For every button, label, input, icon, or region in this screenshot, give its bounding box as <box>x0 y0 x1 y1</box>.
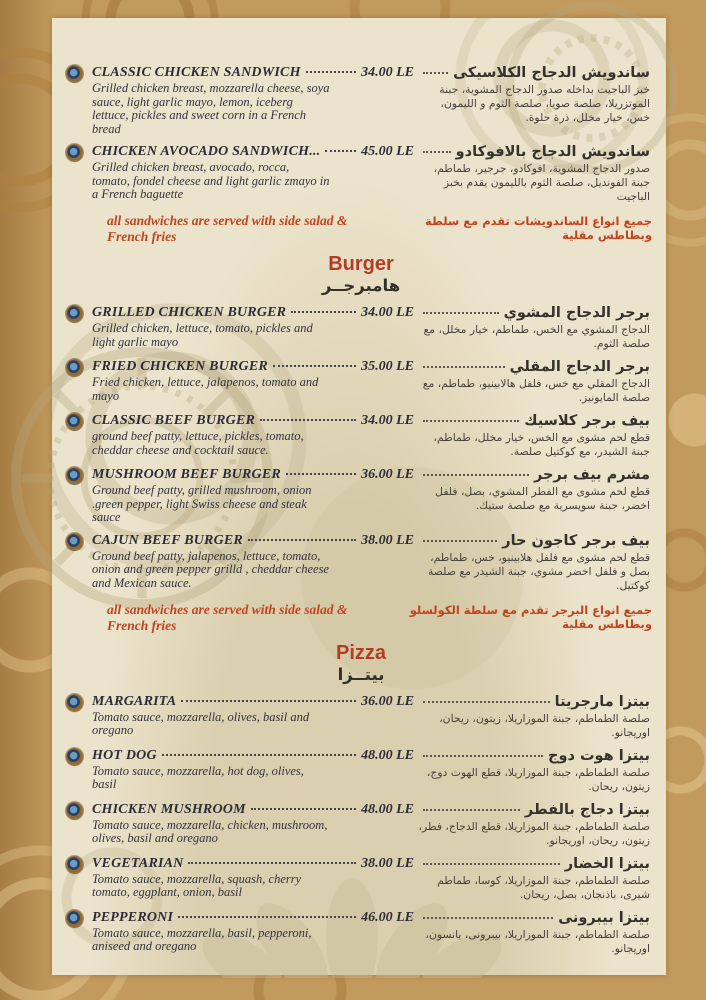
menu-item-arabic <box>418 412 656 459</box>
item-price: 34.00 LE <box>361 305 414 320</box>
item-description-en: Ground beef patty, grilled mushroom, onion .green pepper, light Swiss cheese and steak sauce <box>92 483 312 524</box>
menu-content <box>52 18 666 975</box>
menu-item-english <box>66 747 418 792</box>
menu-item <box>66 909 656 956</box>
item-description-en: Tomato sauce, mozzarella, chicken, mushroom, olives, basil and oregano <box>92 817 328 845</box>
menu-item-arabic <box>418 64 656 125</box>
menu-item-english <box>66 64 418 136</box>
dotted-leader <box>306 71 356 73</box>
menu-item <box>66 64 656 136</box>
medallion-bullet-icon <box>66 65 83 82</box>
item-name-en: CHICKEN AVOCADO SANDWICH... <box>92 144 321 159</box>
menu-item <box>66 358 656 405</box>
dotted-leader <box>423 917 553 919</box>
item-description-ar: صلصة الطماطم، جبنة الموزاريلا، قطع الدجاج، فطر، زيتون، ريحان، اوريجانو. <box>418 819 650 847</box>
pizza-header-en: Pizza <box>335 641 387 664</box>
dotted-leader <box>423 151 451 153</box>
dotted-leader <box>273 365 356 367</box>
item-description-en: ground beef patty, lettuce, pickles, tomato, cheddar cheese and cocktail sauce. <box>92 429 304 457</box>
menu-item <box>66 855 656 902</box>
sandwich-note-row <box>66 211 656 245</box>
medallion-bullet-icon <box>66 802 83 819</box>
section-burger <box>66 253 656 634</box>
section-pizza <box>66 642 656 956</box>
menu-item <box>66 801 656 848</box>
menu-item-english <box>66 855 418 900</box>
menu-item-english <box>66 532 418 591</box>
item-name-en: MUSHROOM BEEF BURGER <box>92 467 281 482</box>
dotted-leader <box>188 862 356 864</box>
item-description-ar: الدجاج المقلي مع خس، فلفل هالابينيو، طماطم، مع صلصة المايونيز. <box>422 377 650 404</box>
burger-note-ar: جميع انواع البرجر تقدم مع سلطة الكولسلو وبطاطس مقلية <box>409 602 652 631</box>
item-price: 45.00 LE <box>361 144 414 159</box>
burger-note-en: all sandwiches are served with side salad & French fries <box>107 601 348 633</box>
item-description-en: Tomato sauce, mozzarella, olives, basil and oregano <box>92 709 310 737</box>
dotted-leader <box>423 474 529 476</box>
item-name-ar: ساندويش الدجاج الكلاسيكى <box>453 65 650 81</box>
menu-item-english <box>66 466 418 525</box>
pizza-items <box>66 693 656 956</box>
sandwich-note-en: all sandwiches are served with side salad & French fries <box>107 213 348 244</box>
menu-item-english <box>66 304 418 349</box>
item-name-en: MARGARITA <box>92 693 177 709</box>
item-description-ar: صلصة الطماطم، جبنة الموزاريلا، كوسا، طماطم شيرى، باذنجان، بصل، ريحان. <box>437 873 650 901</box>
menu-item <box>66 747 656 794</box>
menu-item-english <box>66 143 418 202</box>
dotted-leader <box>181 700 356 702</box>
item-price: 38.00 LE <box>361 532 414 548</box>
item-price: 36.00 LE <box>361 693 414 709</box>
burger-note-row <box>66 600 656 634</box>
dotted-leader <box>423 755 543 757</box>
burger-section-header <box>66 253 656 296</box>
menu-item-arabic <box>418 855 656 902</box>
dotted-leader <box>260 419 356 421</box>
item-name-ar: بيتزا هوت دوج <box>548 747 650 764</box>
item-description-ar: الدجاج المشوي مع الخس، طماطم، خيار مخلل، مع صلصة الثوم. <box>423 323 650 350</box>
menu-item-arabic <box>418 801 656 848</box>
item-description-en: Fried chicken, lettuce, jalapenos, tomato and mayo <box>92 375 319 403</box>
item-name-ar: بيتزا مارجريتا <box>554 693 650 710</box>
item-description-ar: صلصة الطماطم، جبنة الموزاريلا، قطع الهوت دوج، زيتون، ريحان. <box>426 765 650 793</box>
item-description-en: Ground beef patty, jalapenos, lettuce, tomato, onion and green pepper grilld , cheddar cheese and Mexican sauce. <box>92 548 329 590</box>
menu-item-english <box>66 801 418 846</box>
menu-item <box>66 693 656 740</box>
medallion-bullet-icon <box>66 144 83 161</box>
menu-item-english <box>66 909 418 954</box>
dotted-leader <box>423 540 497 542</box>
item-description-ar: قطع لحم مشوى مع فلفل هلابينيو، خس، طماطم، بصل و فلفل اخضر مشوي، جبنة الشيدر مع صلصة كوكتيل. <box>428 550 650 592</box>
medallion-bullet-icon <box>66 359 83 376</box>
medallion-bullet-icon <box>66 305 83 322</box>
menu-item-english <box>66 412 418 457</box>
section-sandwiches <box>66 64 656 245</box>
item-name-ar: بيف برجر كلاسيك <box>524 413 650 429</box>
dotted-leader <box>423 366 505 368</box>
item-description-en: Grilled chicken breast, avocado, rocca, tomato, fondel cheese and light garlic zmayo in a French baguette <box>92 160 330 201</box>
item-description-en: Grilled chicken breast, mozzarella cheese, soya sauce, light garlic mayo, lemon, iceberg lettuce, pickles and sweet corn in a French bread <box>92 81 330 136</box>
item-name-ar: بيتزا بيبرونى <box>558 909 650 926</box>
item-name-ar: ساندويش الدجاج بالافوكادو <box>455 144 650 160</box>
item-name-en: VEGETARIAN <box>92 855 184 871</box>
menu-item-english <box>66 358 418 403</box>
dotted-leader <box>248 539 356 541</box>
item-name-ar: بيتزا دجاج بالفطر <box>524 801 650 818</box>
item-description-ar: صلصة الطماطم، جبنة الموزاريلا، بيبرونى، يانسون، اوريجانو. <box>425 927 650 955</box>
item-name-en: GRILLED CHICKEN BURGER <box>92 305 287 320</box>
dotted-leader <box>423 420 519 422</box>
menu-item-arabic <box>418 532 656 593</box>
menu-item-arabic <box>418 358 656 405</box>
menu-page <box>52 18 666 975</box>
item-name-en: CAJUN BEEF BURGER <box>92 532 243 548</box>
medallion-bullet-icon <box>66 748 83 765</box>
burger-header-ar: هامبرجــر <box>321 276 401 295</box>
menu-item-english <box>66 693 418 738</box>
item-price: 35.00 LE <box>361 359 414 374</box>
item-description-ar: صلصة الطماطم، جبنة الموزاريلا، زيتون، ريحان، اوريجانو. <box>439 711 650 739</box>
dotted-leader <box>423 809 520 811</box>
item-name-en: HOT DOG <box>92 747 157 763</box>
pizza-section-header <box>66 642 656 685</box>
dotted-leader <box>325 150 356 152</box>
menu-item-arabic <box>418 143 656 204</box>
dotted-leader <box>423 72 448 74</box>
item-name-en: CLASSIC BEEF BURGER <box>92 413 256 428</box>
item-name-en: PEPPERONI <box>92 909 174 925</box>
burger-items <box>66 304 656 593</box>
menu-item-arabic <box>418 466 656 513</box>
item-price: 48.00 LE <box>361 801 414 817</box>
medallion-bullet-icon <box>66 413 83 430</box>
item-price: 46.00 LE <box>361 909 414 925</box>
sandwich-items <box>66 64 656 204</box>
medallion-bullet-icon <box>66 856 83 873</box>
dotted-leader <box>178 916 356 918</box>
menu-item <box>66 304 656 351</box>
item-name-en: FRIED CHICKEN BURGER <box>92 359 268 374</box>
menu-item <box>66 466 656 525</box>
item-price: 48.00 LE <box>361 747 414 763</box>
item-description-en: Tomato sauce, mozzarella, basil, pepperoni, aniseed and oregano <box>92 925 312 953</box>
item-description-en: Grilled chicken, lettuce, tomato, pickles and light garlic mayo <box>92 321 313 349</box>
menu-item <box>66 532 656 593</box>
menu-item-arabic <box>418 747 656 794</box>
item-name-ar: بيف برجر كاجون حار <box>502 532 650 549</box>
medallion-bullet-icon <box>66 694 83 711</box>
burger-header-en: Burger <box>328 253 394 275</box>
item-description-ar: خبز الباجيت بداخله صدور الدجاج المشوية، جبنة الموتزريلا، صلصة صويا، صلصة الثوم و الليمون، خس، خيار مخلل، ذرة حلوة. <box>439 83 650 124</box>
item-price: 34.00 LE <box>361 65 414 80</box>
sandwich-note-ar: جميع انواع الساندويشات تقدم مع سلطة وبطاطس مقلية <box>425 214 652 242</box>
menu-item <box>66 143 656 204</box>
item-description-en: Tomato sauce, mozzarella, squash, cherry tomato, eggplant, onion, basil <box>92 871 302 899</box>
item-description-ar: قطع لحم مشوى مع الفطر المشوي، بصل، فلفل اخضر، جبنة سويسرية مع صلصة ستيك. <box>435 485 650 512</box>
pizza-header-ar: بيتــزا <box>337 664 385 684</box>
menu-item <box>66 412 656 459</box>
item-name-en: CLASSIC CHICKEN SANDWICH <box>92 65 301 80</box>
item-price: 38.00 LE <box>361 855 414 871</box>
dotted-leader <box>162 754 356 756</box>
menu-item-arabic <box>418 693 656 740</box>
menu-item-arabic <box>418 304 656 351</box>
medallion-bullet-icon <box>66 910 83 927</box>
item-name-ar: بيتزا الخضار <box>564 855 650 872</box>
item-name-en: CHICKEN MUSHROOM <box>92 801 246 817</box>
dotted-leader <box>251 808 356 810</box>
item-price: 34.00 LE <box>361 413 414 428</box>
item-name-ar: مشرم بيف برجر <box>533 467 650 483</box>
item-description-ar: قطع لحم مشوى مع الخس، خيار مخلل، طماطم، جبنة الشيدر، مع كوكتيل صلصة. <box>433 431 650 458</box>
item-description-en: Tomato sauce, mozzarella, hot dog, olives, basil <box>92 763 304 791</box>
dotted-leader <box>423 312 499 314</box>
dotted-leader <box>423 701 550 703</box>
medallion-bullet-icon <box>66 533 83 550</box>
medallion-bullet-icon <box>66 467 83 484</box>
dotted-leader <box>291 311 356 313</box>
menu-item-arabic <box>418 909 656 956</box>
item-name-ar: برجر الدجاج المشوي <box>503 305 650 321</box>
item-name-ar: برجر الدجاج المقلي <box>509 359 650 375</box>
dotted-leader <box>286 473 356 475</box>
item-description-ar: صدور الدجاج المشوية، افوكادو، جرجير، طماطم، جبنة الفونديل، صلصة الثوم بالليمون يقدم بخبز الباجيت <box>433 162 650 203</box>
item-price: 36.00 LE <box>361 467 414 482</box>
dotted-leader <box>423 863 560 865</box>
